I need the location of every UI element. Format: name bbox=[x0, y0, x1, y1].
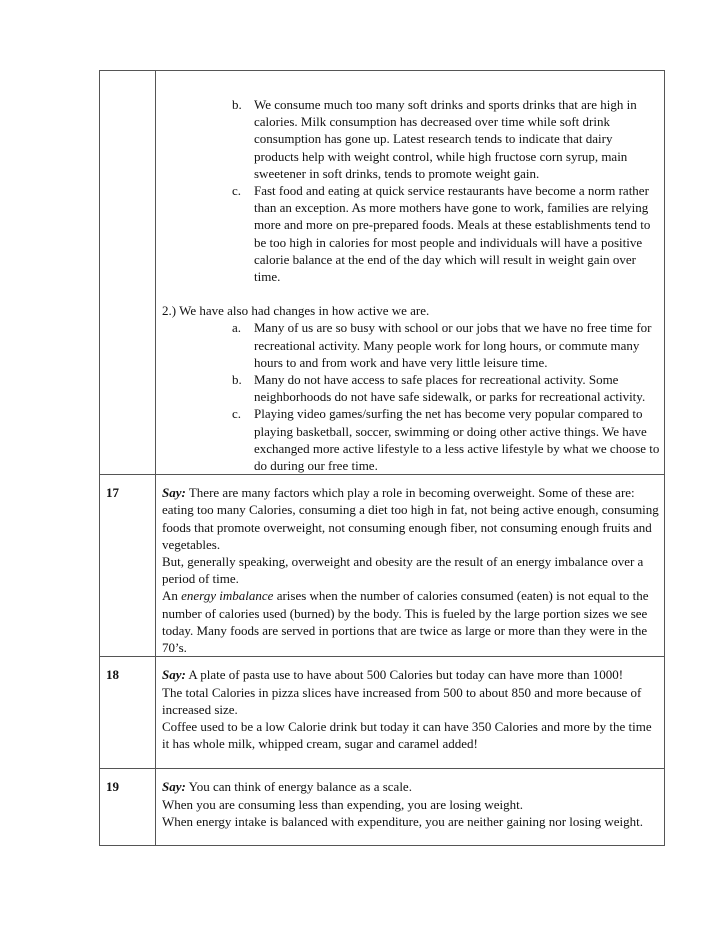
paragraph-text: An bbox=[162, 588, 182, 604]
content-cell bbox=[156, 769, 665, 846]
list-item bbox=[162, 371, 660, 405]
list-letter: b. bbox=[232, 97, 242, 112]
row-number-cell: 17 bbox=[100, 475, 156, 657]
paragraph bbox=[162, 484, 660, 553]
paragraph: Coffee used to be a low Calorie drink but today it can have 350 Calories and more by the time it has whole milk, whipped cream, sugar and caramel added! bbox=[162, 718, 652, 752]
list-item-text: Many do not have access to safe places for recreational activity. Some neighborhoods do not have safe sidewalk, or parks for recreational activity. bbox=[254, 372, 646, 405]
paragraph-text: You can think of energy balance as a scale. bbox=[185, 779, 412, 795]
list-item bbox=[162, 182, 660, 285]
paragraph: When you are consuming less than expending, you are losing weight. bbox=[162, 796, 524, 812]
paragraph bbox=[162, 587, 660, 656]
paragraph-text: There are many factors which play a role in becoming overweight. Some of these are: eating too many Calories, consuming a diet too high in fat, not being active enough, consuming foods that promote overweight, not consuming enough fiber, not consuming enough fruits and vegetables. bbox=[162, 485, 659, 552]
paragraph-text: arises when the number of calories consumed (eaten) is not equal to the number of calories used (burned) by the body. This is fueled by the large portion sizes we see today. Many foods are served in portions that are twice as large or more than they were in the 70’s. bbox=[162, 588, 649, 656]
list-item-text: We consume much too many soft drinks and sports drinks that are high in calories. Milk consumption has decreased over time while soft drink consumption has gone up. Latest research tends to indicate that dairy products help with weight control, while high fructose corn syrup, main sweetener in soft drinks, tends to promote weight gain. bbox=[254, 97, 637, 181]
paragraph bbox=[162, 666, 660, 683]
emphasis-term: energy imbalance bbox=[181, 588, 274, 604]
table-row bbox=[100, 769, 665, 846]
table-row bbox=[100, 71, 665, 475]
paragraph-text: A plate of pasta use to have about 500 Calories but today can have more than 1000! bbox=[185, 667, 624, 683]
row-number-cell bbox=[100, 71, 156, 475]
paragraph bbox=[162, 778, 660, 795]
paragraph: The total Calories in pizza slices have increased from 500 to about 850 and more because of increased size. bbox=[162, 684, 642, 717]
list-item-text: Fast food and eating at quick service restaurants have become a norm rather than an exception. As more mothers have gone to work, families are relying more and more on pre-prepared foods. Meals at these establishments tend to be too high in calories for most people and individuals will have a positive calorie balance at the end of the day which will result in weight gain over time. bbox=[254, 183, 651, 285]
list-letter: c. bbox=[232, 406, 242, 422]
row-number-cell: 18 bbox=[100, 657, 156, 769]
list-item-text: Playing video games/surfing the net has become very popular compared to playing basketball, soccer, swimming or doing other active things. We have exchanged more active lifestyle to a less active lifestyle by what we choose to do during our free time. bbox=[254, 406, 660, 474]
list-letter: b. bbox=[232, 372, 242, 388]
list-item bbox=[162, 405, 660, 474]
table-row bbox=[100, 475, 665, 657]
paragraph: When energy intake is balanced with expenditure, you are neither gaining nor losing weight. bbox=[162, 813, 643, 829]
list-letter: c. bbox=[232, 183, 242, 199]
section-heading: 2.) We have also had changes in how active we are. bbox=[162, 303, 430, 319]
paragraph: But, generally speaking, overweight and obesity are the result of an energy imbalance over a period of time. bbox=[162, 554, 644, 587]
list-letter: a. bbox=[232, 320, 242, 336]
list-item bbox=[162, 96, 660, 182]
say-label: Say: bbox=[162, 779, 186, 795]
list-item-text: Many of us are so busy with school or our jobs that we have no free time for recreational activity. Many people work for long hours, or commute many hours to and from work and have very little leisure time. bbox=[254, 320, 652, 370]
content-cell bbox=[156, 475, 665, 657]
say-label: Say: bbox=[162, 485, 186, 501]
content-cell bbox=[156, 657, 665, 769]
lesson-table bbox=[99, 70, 665, 846]
list-item bbox=[162, 319, 660, 371]
row-number-cell: 19 bbox=[100, 769, 156, 846]
table-row bbox=[100, 657, 665, 769]
content-cell bbox=[156, 71, 665, 475]
say-label: Say: bbox=[162, 667, 186, 683]
